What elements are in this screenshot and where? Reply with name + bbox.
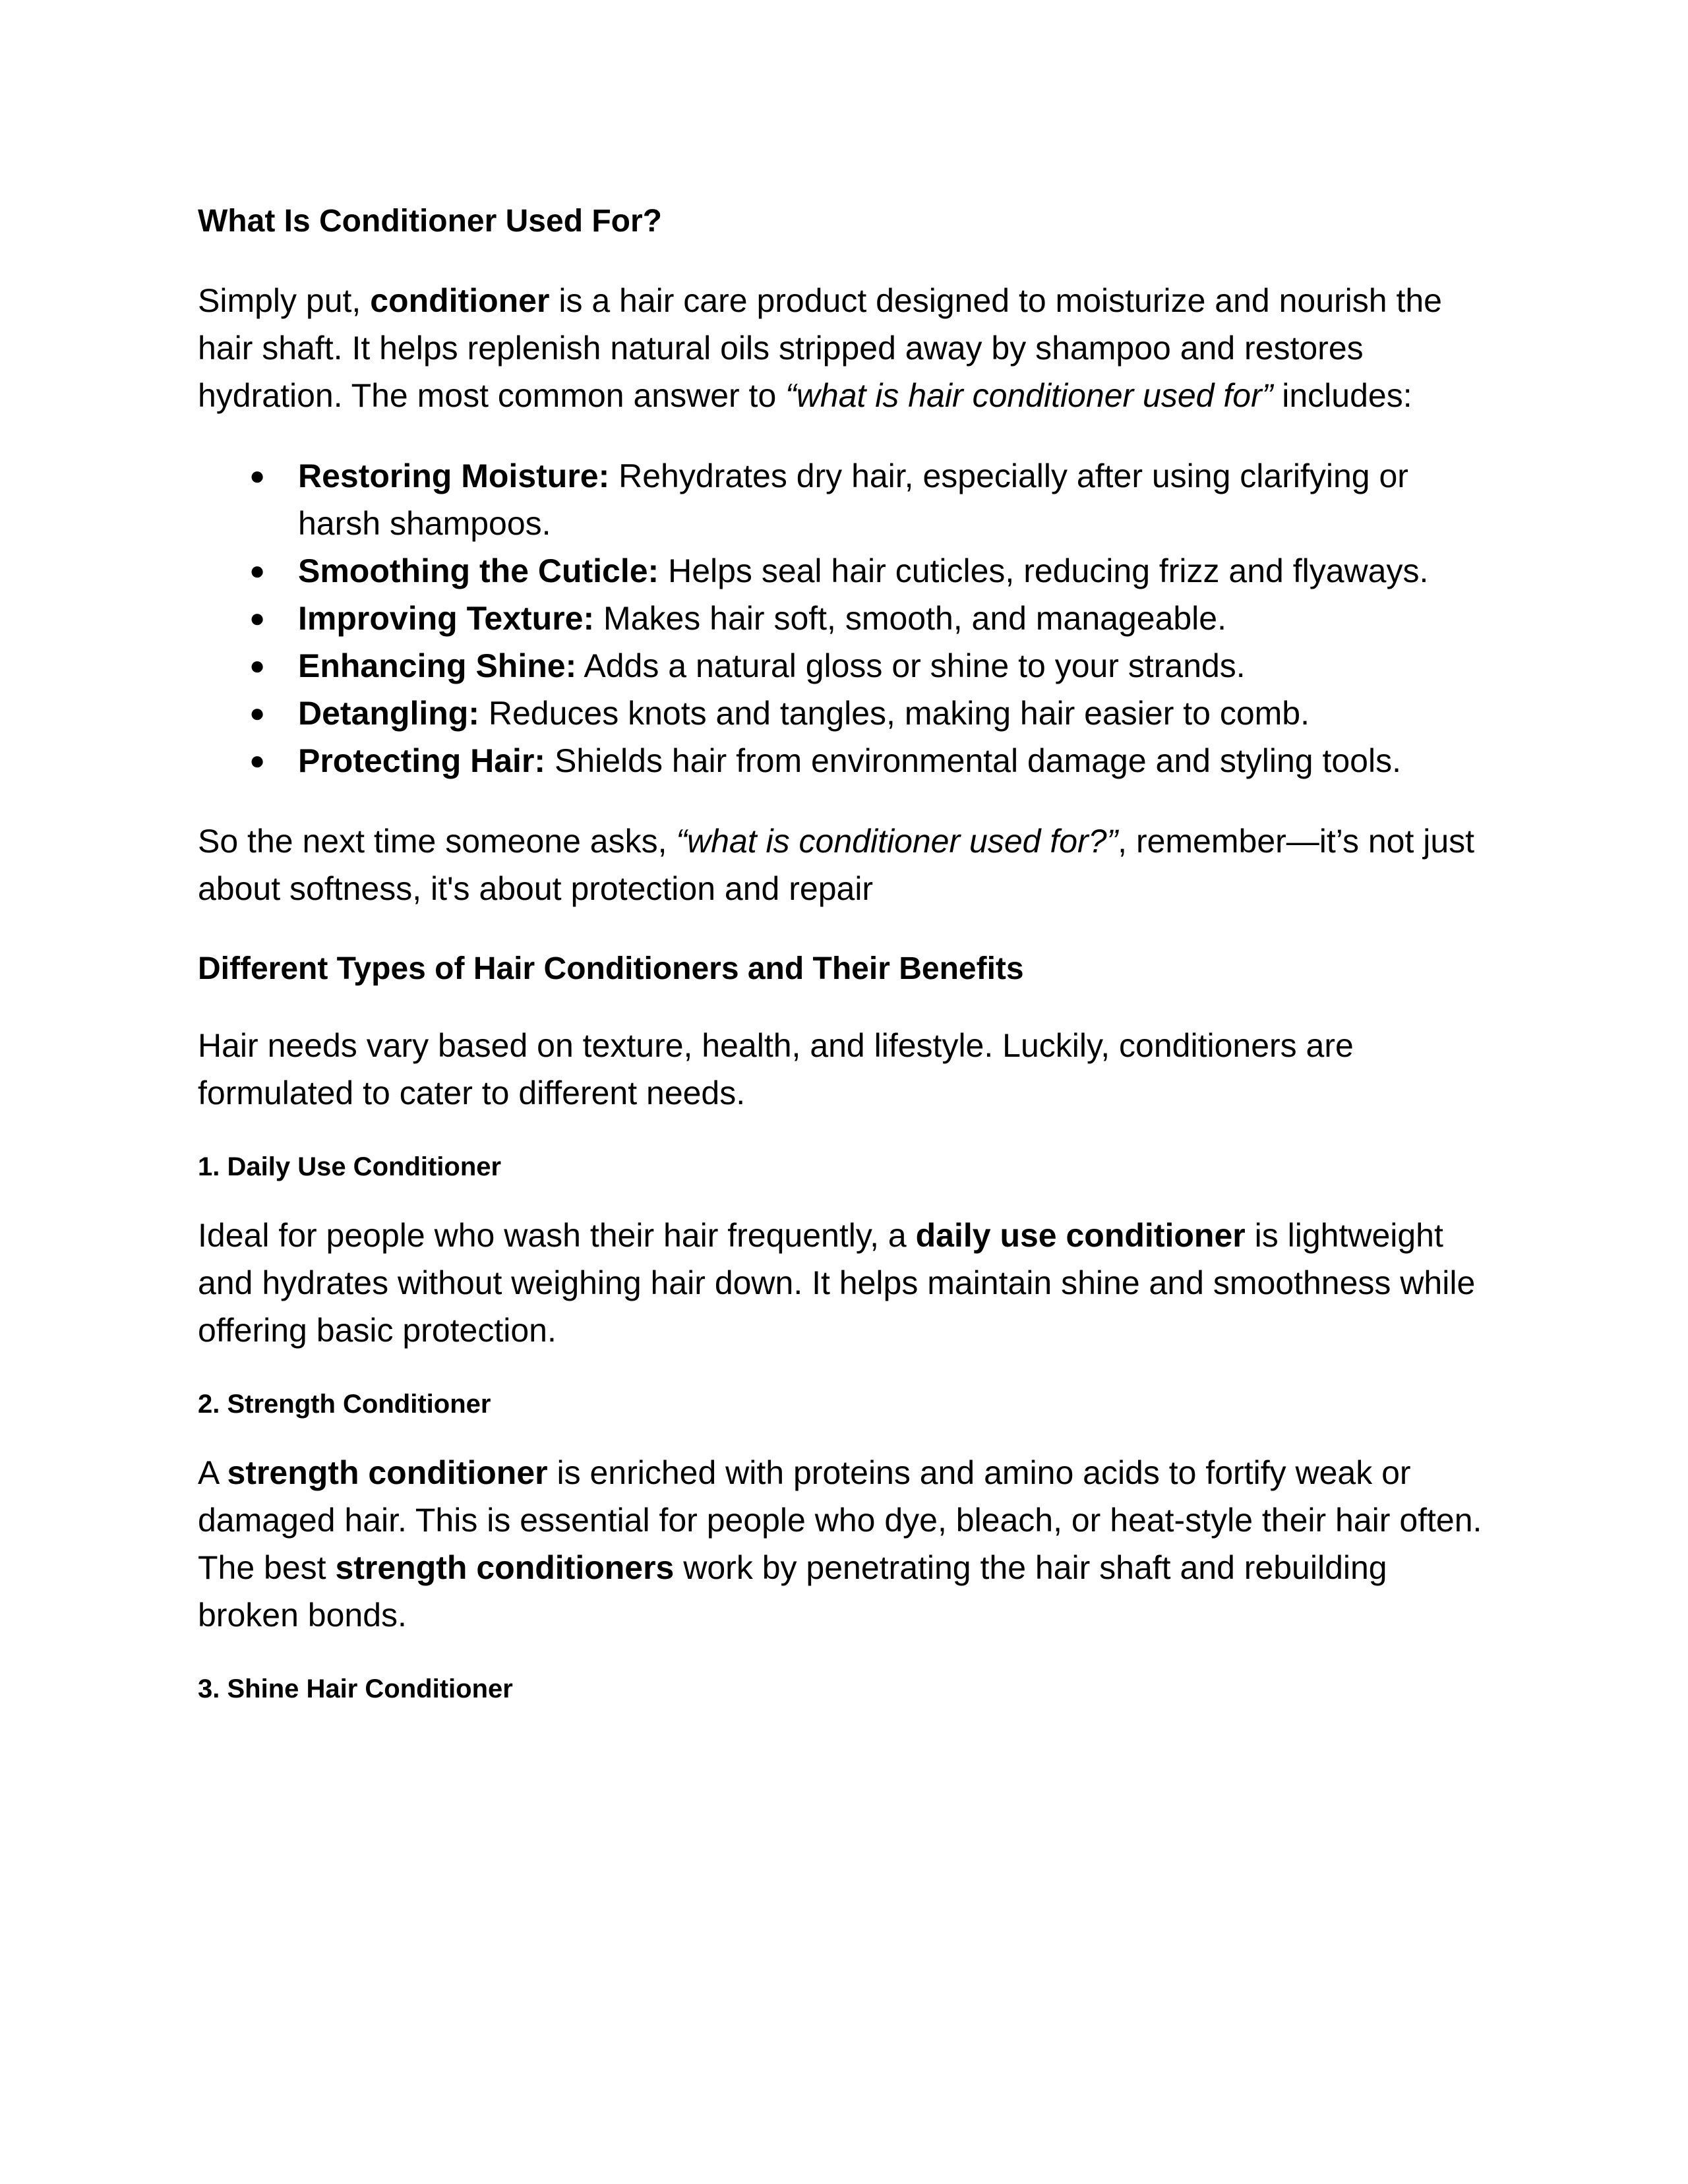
- intro-text-c: is a hair care product designed to moisturize and nourish the hair shaft. It helps replenish natural oils stripped away by shampoo and restores hydration. The most common answer to: [198, 282, 1442, 414]
- heading-what-is-conditioner: What Is Conditioner Used For?: [198, 204, 662, 239]
- strength-text-a: A: [198, 1454, 227, 1491]
- strength-paragraph: [198, 1449, 1490, 1639]
- summary-text-a: So the next time someone asks,: [198, 823, 677, 860]
- document-page: [198, 198, 1490, 1707]
- heading-strength: 2. Strength Conditioner: [198, 1390, 491, 1419]
- strength-text-e: work by penetrating the hair shaft and rebuilding broken bonds.: [198, 1549, 1387, 1634]
- daily-use-paragraph: [198, 1212, 1490, 1354]
- bullet-icon: ●: [249, 604, 266, 633]
- types-intro-paragraph: Hair needs vary based on texture, health, and lifestyle. Luckily, conditioners are formulated to cater to different needs.: [198, 1027, 1354, 1111]
- list-item-text: Rehydrates dry hair, especially after using clarifying or harsh shampoos.: [298, 457, 1408, 542]
- list-item: [198, 547, 1490, 595]
- bullet-icon: ●: [249, 746, 266, 775]
- list-item-text: Adds a natural gloss or shine to your strands.: [576, 647, 1246, 684]
- heading-shine: 3. Shine Hair Conditioner: [198, 1674, 513, 1703]
- bullet-icon: ●: [249, 461, 266, 490]
- daily-text-c: is lightweight and hydrates without weighing hair down. It helps maintain shine and smoothness while offering basic protection.: [198, 1217, 1476, 1349]
- list-item-text: Helps seal hair cuticles, reducing frizz and flyaways.: [659, 552, 1429, 589]
- list-item: [198, 690, 1490, 737]
- list-item: [198, 642, 1490, 690]
- heading-daily-use: 1. Daily Use Conditioner: [198, 1152, 502, 1181]
- list-item-title: Detangling:: [298, 695, 479, 732]
- strength-text-c: is enriched with proteins and amino acids to fortify weak or damaged hair. This is essential for people who dye, bleach, or heat-style their hair often. The best: [198, 1454, 1482, 1586]
- list-item-title: Improving Texture:: [298, 600, 595, 637]
- list-item-text: Shields hair from environmental damage and styling tools.: [545, 742, 1401, 779]
- intro-paragraph: [198, 277, 1490, 419]
- list-item: [198, 737, 1490, 784]
- uses-list: [198, 452, 1490, 784]
- intro-italic-question: “what is hair conditioner used for”: [785, 377, 1273, 414]
- bullet-icon: ●: [249, 699, 266, 728]
- bullet-icon: ●: [249, 556, 266, 585]
- list-item-title: Restoring Moisture:: [298, 457, 610, 494]
- bullet-icon: ●: [249, 651, 266, 680]
- list-item-title: Enhancing Shine:: [298, 647, 577, 684]
- summary-paragraph: [198, 817, 1490, 912]
- intro-text-e: includes:: [1273, 377, 1412, 414]
- list-item-text: Makes hair soft, smooth, and manageable.: [594, 600, 1226, 637]
- list-item: [198, 595, 1490, 642]
- list-item-text: Reduces knots and tangles, making hair easier to comb.: [479, 695, 1310, 732]
- strength-bold-term-plural: strength conditioners: [335, 1549, 675, 1586]
- list-item: [198, 452, 1490, 547]
- list-item-title: Smoothing the Cuticle:: [298, 552, 659, 589]
- list-item-title: Protecting Hair:: [298, 742, 546, 779]
- daily-bold-term: daily use conditioner: [915, 1217, 1246, 1254]
- summary-italic-question: “what is conditioner used for?”: [676, 823, 1118, 860]
- strength-bold-term: strength conditioner: [227, 1454, 548, 1491]
- daily-text-a: Ideal for people who wash their hair frequently, a: [198, 1217, 916, 1254]
- heading-types-of-conditioners: Different Types of Hair Conditioners and Their Benefits: [198, 951, 1024, 986]
- intro-text-a: Simply put,: [198, 282, 371, 319]
- summary-text-c: , remember—it’s not just about softness, it's about protection and repair: [198, 823, 1475, 907]
- intro-bold-conditioner: conditioner: [370, 282, 550, 319]
